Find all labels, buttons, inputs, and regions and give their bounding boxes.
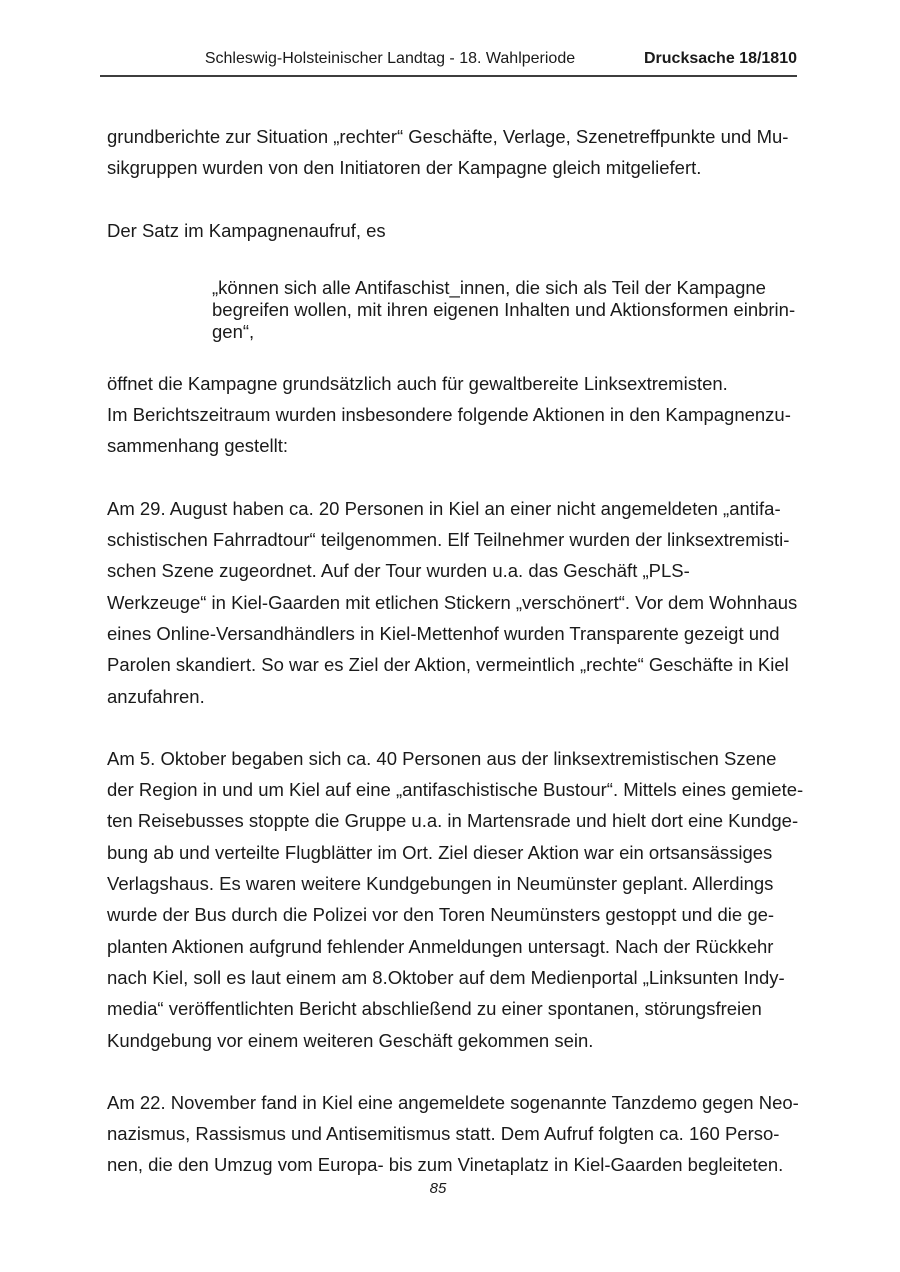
text-line: Verlagshaus. Es waren weitere Kundgebungen in Neumünster geplant. Allerdings (107, 873, 774, 895)
text-line: schistischen Fahrradtour“ teilgenommen. Elf Teilnehmer wurden der linksextremisti- (107, 529, 790, 551)
text-line: der Region in und um Kiel auf eine „antifaschistische Bustour“. Mittels eines gemiete- (107, 779, 804, 801)
text-line: grundberichte zur Situation „rechter“ Geschäfte, Verlage, Szenetreffpunkte und Mu- (107, 126, 789, 147)
blockquote (212, 276, 796, 343)
text-line: schen Szene zugeordnet. Auf der Tour wurden u.a. das Geschäft „PLS- (107, 560, 690, 582)
text-line: begreifen wollen, mit ihren eigenen Inhalten und Aktionsformen einbrin- (212, 298, 796, 320)
paragraph-1 (107, 121, 791, 184)
page-number: 85 (429, 1180, 447, 1197)
header-document-number: Drucksache 18/1810 (644, 50, 797, 67)
text-line: eines Online-Versandhändlers in Kiel-Mettenhof wurden Transparente gezeigt und (107, 622, 780, 644)
text-line: ten Reisebusses stoppte die Gruppe u.a. in Martensrade und hielt dort eine Kundge- (107, 810, 799, 832)
text-line: sammenhang gestellt: (107, 435, 288, 457)
text-line: Werkzeuge“ in Kiel-Gaarden mit etlichen Stickern „verschönert“. Vor dem Wohnhaus (107, 591, 798, 613)
page-footer (107, 1180, 791, 1198)
text-line: Am 22. November fand in Kiel eine angemeldete sogenannte Tanzdemo gegen Neo- (107, 1091, 799, 1113)
text-line: media“ veröffentlichten Bericht abschließend zu einer spontanen, störungsfreien (107, 998, 762, 1020)
paragraph-6 (107, 1087, 799, 1181)
text-line: anzufahren. (107, 685, 205, 707)
text-line: nach Kiel, soll es laut einem am 8.Oktober auf dem Medienportal „Linksunten Indy- (107, 966, 785, 988)
text-line: wurde der Bus durch die Polizei vor den Toren Neumünsters gestoppt und die ge- (107, 904, 775, 926)
text-line: Der Satz im Kampagnenaufruf, es (107, 219, 386, 241)
text-line: nazismus, Rassismus und Antisemitismus statt. Dem Aufruf folgten ca. 160 Perso- (107, 1123, 780, 1145)
text-line: bung ab und verteilte Flugblätter im Ort. Ziel dieser Aktion war ein ortsansässiges (107, 841, 773, 863)
header-divider (100, 75, 797, 77)
paragraph-5 (107, 743, 804, 1056)
text-line: gen“, (212, 320, 255, 342)
text-line: Kundgebung vor einem weiteren Geschäft gekommen sein. (107, 1029, 594, 1051)
text-line: „können sich alle Antifaschist_innen, die sich als Teil der Kampagne (212, 276, 766, 298)
paragraph-3 (107, 368, 791, 462)
header-title: Schleswig-Holsteinischer Landtag - 18. Wahlperiode (204, 50, 576, 67)
page-header (100, 49, 797, 69)
text-line: nen, die den Umzug vom Europa- bis zum Vinetaplatz in Kiel-Gaarden begleiteten. (107, 1154, 784, 1176)
text-line: Am 5. Oktober begaben sich ca. 40 Personen aus der linksextremistischen Szene (107, 747, 777, 769)
text-line: Parolen skandiert. So war es Ziel der Aktion, vermeintlich „rechte“ Geschäfte in Kiel (107, 654, 789, 676)
text-line: planten Aktionen aufgrund fehlender Anmeldungen untersagt. Nach der Rückkehr (107, 935, 774, 957)
paragraph-4 (107, 493, 798, 712)
text-line: Am 29. August haben ca. 20 Personen in Kiel an einer nicht angemeldeten „antifa- (107, 497, 781, 519)
text-line: Im Berichtszeitraum wurden insbesondere folgende Aktionen in den Kampagnenzu- (107, 404, 791, 426)
paragraph-2 (107, 215, 791, 246)
text-line: öffnet die Kampagne grundsätzlich auch für gewaltbereite Linksextremisten. (107, 372, 728, 394)
document-body (107, 121, 804, 1212)
text-line: sikgruppen wurden von den Initiatoren der Kampagne gleich mitgeliefert. (107, 157, 702, 179)
